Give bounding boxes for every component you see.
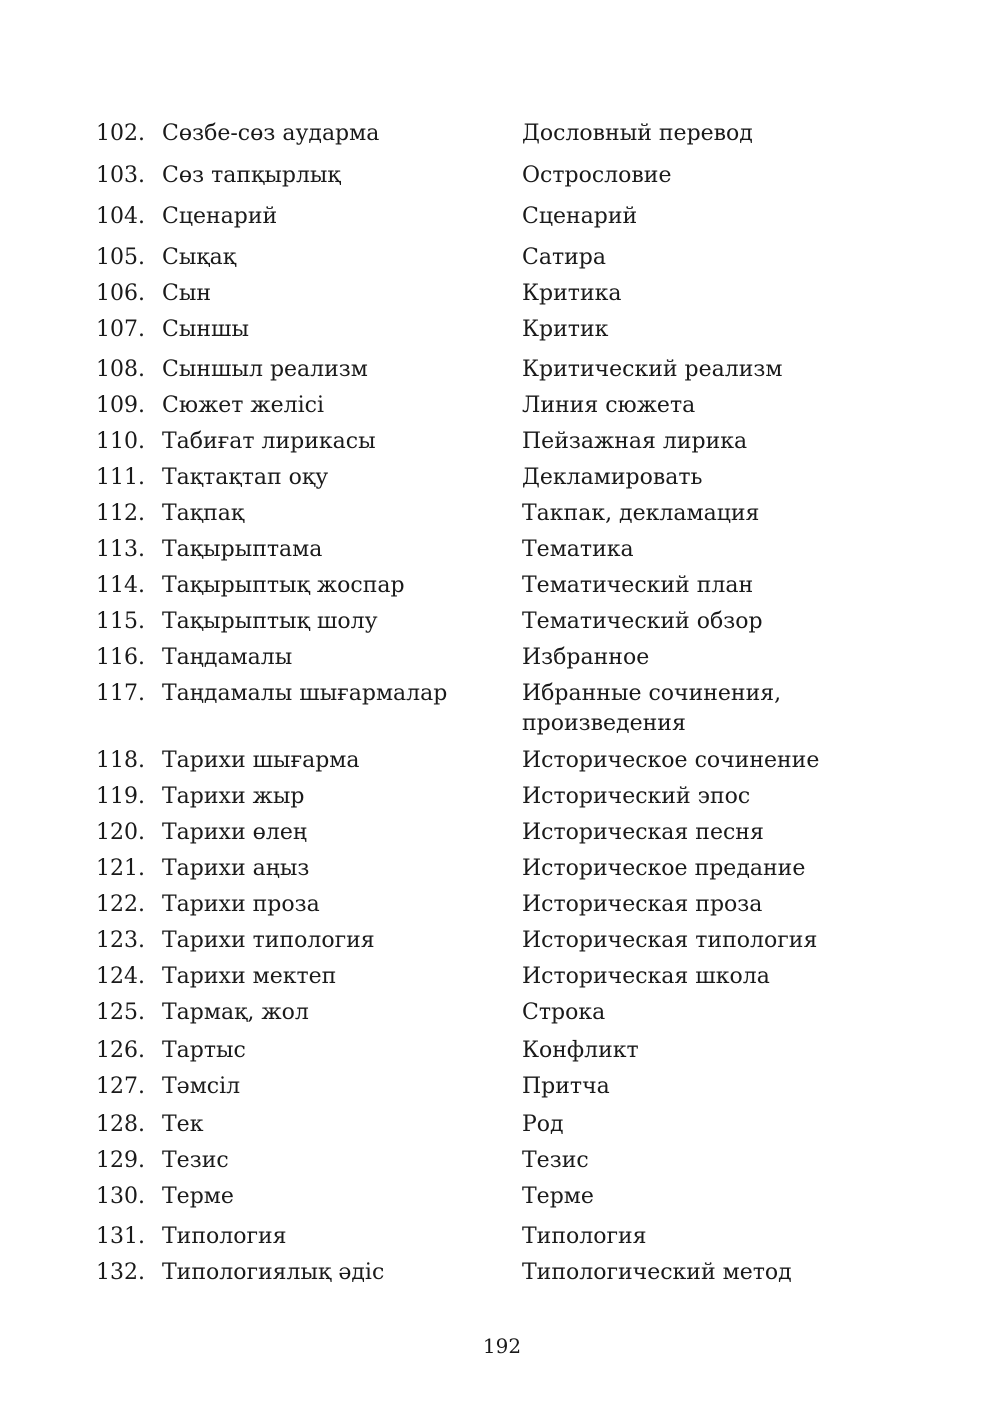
- glossary-entry: [96, 427, 926, 463]
- glossary-entry: [96, 355, 926, 391]
- glossary-entry: [96, 279, 926, 315]
- kazakh-term: Сыншыл реализм: [162, 357, 368, 382]
- entry-number: 126.: [96, 1038, 145, 1063]
- glossary-entry: [96, 854, 926, 890]
- glossary-entry: [96, 962, 926, 998]
- glossary-entry: [96, 1182, 926, 1222]
- kazakh-term: Тақырыптық жоспар: [162, 573, 405, 598]
- glossary-entry: [96, 818, 926, 854]
- kazakh-term: Тарихи аңыз: [162, 856, 310, 881]
- glossary-entry: [96, 926, 926, 962]
- kazakh-term: Сыншы: [162, 317, 249, 342]
- glossary-entry: [96, 1222, 926, 1258]
- glossary-entry: [96, 1110, 926, 1146]
- russian-term: Строка: [522, 1000, 606, 1025]
- glossary-entry: [96, 1258, 926, 1294]
- entry-number: 122.: [96, 892, 145, 917]
- entry-number: 117.: [96, 681, 145, 706]
- entry-number: 112.: [96, 501, 145, 526]
- glossary-entry: [96, 679, 926, 746]
- russian-term: Исторический эпос: [522, 784, 751, 809]
- russian-term: Историческая песня: [522, 820, 764, 845]
- entry-number: 102.: [96, 121, 145, 146]
- entry-number: 128.: [96, 1112, 145, 1137]
- russian-term: Тематический обзор: [522, 609, 763, 634]
- kazakh-term: Сын: [162, 281, 212, 306]
- entry-number: 119.: [96, 784, 145, 809]
- russian-term: Такпак, декламация: [522, 501, 760, 526]
- kazakh-term: Табиғат лирикасы: [162, 429, 376, 454]
- kazakh-term: Тарихи өлең: [162, 820, 307, 845]
- entry-number: 118.: [96, 748, 145, 773]
- kazakh-term: Сөз тапқырлық: [162, 163, 341, 188]
- russian-term: Типологический метод: [522, 1260, 792, 1285]
- russian-term: Линия сюжета: [522, 393, 696, 418]
- kazakh-term: Сюжет желісі: [162, 393, 325, 418]
- russian-term: Типология: [522, 1224, 647, 1249]
- entry-number: 114.: [96, 573, 145, 598]
- glossary-entry: [96, 243, 926, 279]
- kazakh-term: Тақпақ: [162, 501, 245, 526]
- russian-term: Притча: [522, 1074, 610, 1099]
- entry-number: 105.: [96, 245, 145, 270]
- kazakh-term: Тарихи жыр: [162, 784, 305, 809]
- entry-number: 110.: [96, 429, 145, 454]
- glossary-entry: [96, 1072, 926, 1110]
- glossary-entry: [96, 643, 926, 679]
- entry-number: 109.: [96, 393, 145, 418]
- russian-term: Историческая проза: [522, 892, 763, 917]
- glossary-entry: [96, 161, 926, 202]
- russian-term: Дословный перевод: [522, 121, 753, 146]
- glossary-entry: [96, 746, 926, 782]
- russian-term: Критика: [522, 281, 622, 306]
- entry-number: 116.: [96, 645, 145, 670]
- russian-term: Сценарий: [522, 204, 638, 229]
- kazakh-term: Сценарий: [162, 204, 278, 229]
- glossary-list: [96, 119, 926, 1294]
- glossary-entry: [96, 607, 926, 643]
- kazakh-term: Терме: [162, 1184, 234, 1209]
- russian-term: Пейзажная лирика: [522, 429, 748, 454]
- entry-number: 132.: [96, 1260, 145, 1285]
- glossary-entry: [96, 315, 926, 355]
- russian-term: Избранное: [522, 645, 650, 670]
- russian-term: Сатира: [522, 245, 606, 270]
- entry-number: 129.: [96, 1148, 145, 1173]
- kazakh-term: Сықақ: [162, 245, 237, 270]
- russian-term: Историческая школа: [522, 964, 770, 989]
- glossary-entry: [96, 535, 926, 571]
- russian-term: Ибранные сочинения, произведения: [522, 681, 782, 736]
- glossary-entry: [96, 571, 926, 607]
- russian-term: Историческое сочинение: [522, 748, 820, 773]
- russian-term: Тематика: [522, 537, 634, 562]
- russian-term: Тезис: [522, 1148, 589, 1173]
- entry-number: 107.: [96, 317, 145, 342]
- glossary-entry: [96, 998, 926, 1036]
- entry-number: 131.: [96, 1224, 145, 1249]
- entry-number: 130.: [96, 1184, 145, 1209]
- glossary-entry: [96, 463, 926, 499]
- glossary-entry: [96, 202, 926, 243]
- entry-number: 103.: [96, 163, 145, 188]
- russian-term: Историческая типология: [522, 928, 818, 953]
- glossary-entry: [96, 1146, 926, 1182]
- kazakh-term: Тезис: [162, 1148, 229, 1173]
- entry-number: 115.: [96, 609, 145, 634]
- russian-term: Род: [522, 1112, 564, 1137]
- kazakh-term: Таңдамалы шығармалар: [162, 681, 448, 706]
- entry-number: 125.: [96, 1000, 145, 1025]
- page-number: 192: [482, 1334, 522, 1358]
- entry-number: 111.: [96, 465, 145, 490]
- kazakh-term: Тарихи мектеп: [162, 964, 337, 989]
- kazakh-term: Тақтақтап оқу: [162, 465, 329, 490]
- entry-number: 120.: [96, 820, 145, 845]
- kazakh-term: Тақырыптық шолу: [162, 609, 378, 634]
- entry-number: 104.: [96, 204, 145, 229]
- russian-term: Тематический план: [522, 573, 754, 598]
- kazakh-term: Таңдамалы: [162, 645, 293, 670]
- entry-number: 124.: [96, 964, 145, 989]
- entry-number: 113.: [96, 537, 145, 562]
- russian-term: Критик: [522, 317, 609, 342]
- kazakh-term: Тартыс: [162, 1038, 246, 1063]
- glossary-entry: [96, 499, 926, 535]
- kazakh-term: Типологиялық әдіс: [162, 1260, 385, 1285]
- entry-number: 106.: [96, 281, 145, 306]
- kazakh-term: Тарихи типология: [162, 928, 375, 953]
- kazakh-term: Тақырыптама: [162, 537, 323, 562]
- kazakh-term: Тармақ, жол: [162, 1000, 309, 1025]
- kazakh-term: Тарихи проза: [162, 892, 320, 917]
- entry-number: 127.: [96, 1074, 145, 1099]
- russian-term: Терме: [522, 1184, 594, 1209]
- kazakh-term: Сөзбе-сөз аударма: [162, 121, 380, 146]
- glossary-entry: [96, 890, 926, 926]
- russian-term: Критический реализм: [522, 357, 783, 382]
- kazakh-term: Тарихи шығарма: [162, 748, 360, 773]
- glossary-entry: [96, 1036, 926, 1072]
- kazakh-term: Типология: [162, 1224, 287, 1249]
- kazakh-term: Тек: [162, 1112, 204, 1137]
- russian-term: Декламировать: [522, 465, 703, 490]
- russian-term: Историческое предание: [522, 856, 806, 881]
- russian-term: Конфликт: [522, 1038, 639, 1063]
- entry-number: 108.: [96, 357, 145, 382]
- glossary-entry: [96, 391, 926, 427]
- russian-term: Острословие: [522, 163, 672, 188]
- entry-number: 121.: [96, 856, 145, 881]
- glossary-entry: [96, 782, 926, 818]
- kazakh-term: Тәмсіл: [162, 1074, 241, 1099]
- glossary-entry: [96, 119, 926, 161]
- entry-number: 123.: [96, 928, 145, 953]
